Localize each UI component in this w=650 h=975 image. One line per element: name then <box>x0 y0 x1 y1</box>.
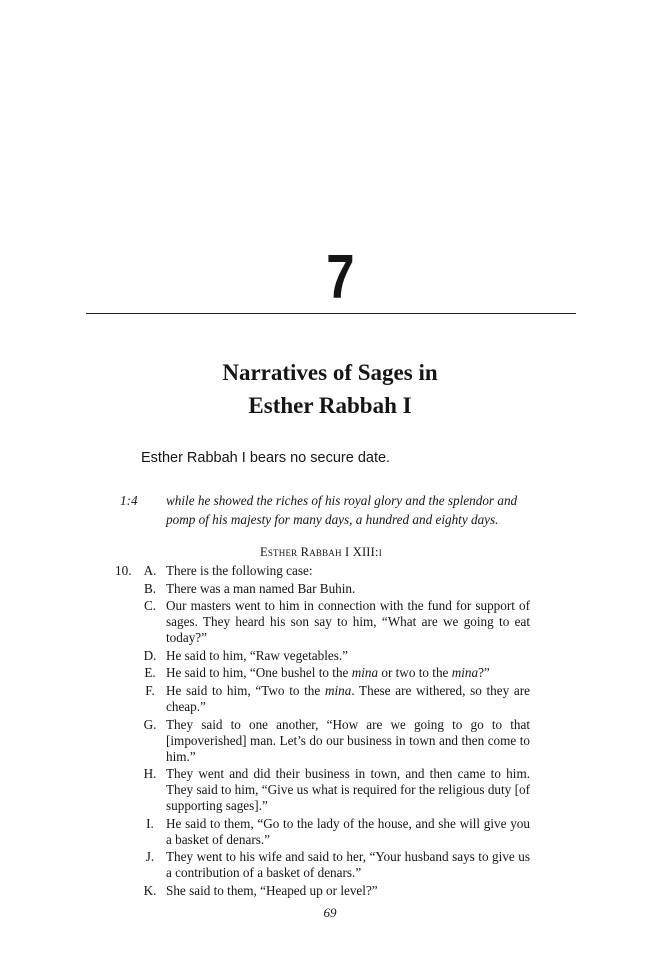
entry-text: There was a man named Bar Buhin. <box>166 580 356 596</box>
entry-text: She said to them, “Heaped up or level?” <box>166 882 378 898</box>
verse-reference: 1:4 <box>120 493 138 508</box>
entry-text-part: or two to the <box>378 665 452 681</box>
entry-text: There is the following case: <box>166 563 313 578</box>
passage-entry <box>120 849 530 881</box>
chapter-rule <box>86 313 576 314</box>
passage-entry <box>120 683 530 715</box>
passage-entry <box>120 648 530 664</box>
passage-entry <box>120 598 530 646</box>
entry-letter: J. <box>145 849 155 865</box>
entry-text: Our masters went to him in connection with the fund for support of sages. They heard his son say to him, “What are we going to eat today?” <box>166 598 530 646</box>
entry-text-part: ?” <box>478 665 490 681</box>
entry-text <box>166 683 530 715</box>
verse-line-1: while he showed the riches of his royal glory and the splendor and <box>166 493 518 508</box>
section-heading: Esther Rabbah I XIII:i <box>260 545 382 559</box>
passage-entry <box>115 563 530 579</box>
entry-text-part: . These are withered, so they are cheap.” <box>166 682 531 714</box>
passage-entry <box>120 665 530 681</box>
entry-letter: H. <box>143 766 157 782</box>
entry-text: They went and did their business in town, and then came to him. They said to him, “Give us what is required for the religious duty [of supporting sages].” <box>166 766 530 814</box>
entry-italic-term: mina <box>351 665 379 681</box>
chapter-number: 7 <box>326 243 354 312</box>
entry-letter: B. <box>143 580 157 596</box>
passage-entry <box>120 766 530 814</box>
entry-letter: I. <box>146 815 154 831</box>
entry-text: They said to one another, “How are we going to go to that [impoverished] man. Let’s do our business in town and then come to him.” <box>166 716 530 764</box>
entry-text: He said to him, “Raw vegetables.” <box>166 647 349 663</box>
verse-line-2: pomp of his majesty for many days, a hundred and eighty days. <box>166 512 499 527</box>
entry-letter: G. <box>143 716 157 732</box>
entry-letter: C. <box>143 598 157 614</box>
entry-text: He said to them, “Go to the lady of the house, and she will give you a basket of denars.” <box>166 815 530 847</box>
chapter-title <box>148 356 512 422</box>
page-number: 69 <box>323 905 337 920</box>
entry-letter: D. <box>143 647 157 663</box>
entry-text-part: He said to him, “One bushel to the <box>166 665 352 681</box>
passage-entry <box>120 717 530 765</box>
passage-entry <box>120 883 530 899</box>
paragraph-number: 10. <box>115 563 132 578</box>
chapter-title-line-2: Esther Rabbah I <box>248 393 412 418</box>
entry-text <box>166 665 530 681</box>
passage <box>115 563 531 901</box>
entry-text: They went to his wife and said to her, “Your husband says to give us a contribution of a basket of denars.” <box>166 849 530 881</box>
entry-letter: A. <box>143 563 157 578</box>
entry-text-part: He said to him, “Two to the <box>166 682 325 698</box>
passage-entry <box>120 581 530 597</box>
chapter-title-line-1: Narratives of Sages in <box>222 360 438 385</box>
entry-italic-term: mina <box>451 665 479 681</box>
entry-italic-term: mina <box>324 682 352 698</box>
intro-text: Esther Rabbah I bears no secure date. <box>141 450 391 466</box>
entry-letter: E. <box>144 665 156 681</box>
entry-letter: K. <box>143 882 157 898</box>
entry-letter: F. <box>145 682 155 698</box>
passage-entry <box>120 816 530 848</box>
